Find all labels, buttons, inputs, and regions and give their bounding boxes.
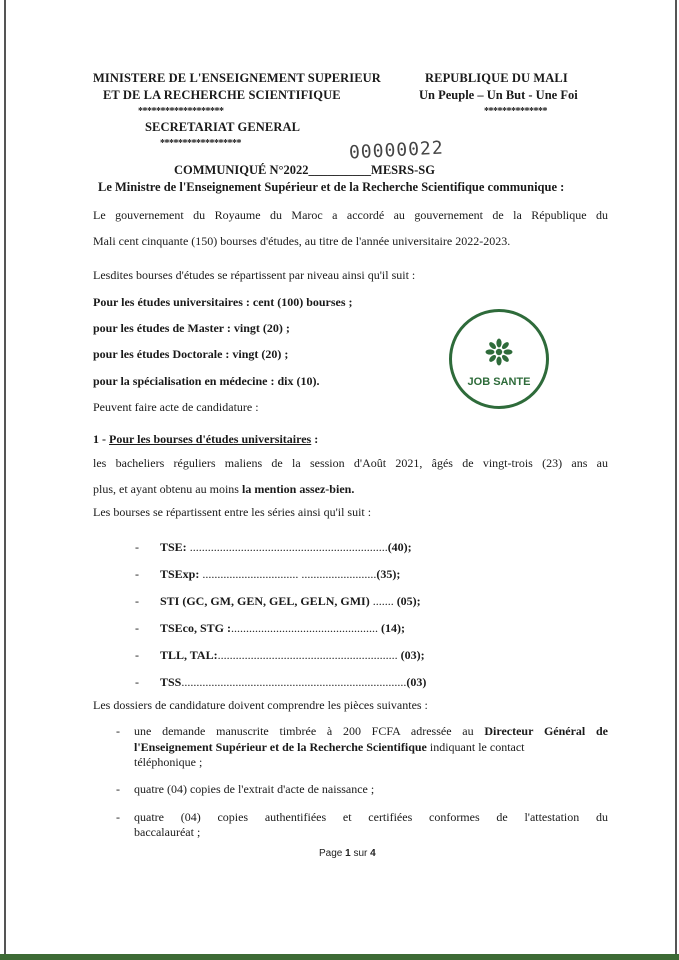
series-label: STI (GC, GM, GEN, GEL, GELN, GMI)	[160, 594, 370, 608]
communique-suffix: MESRS-SG	[371, 163, 435, 177]
doc2-dash: -	[116, 782, 120, 796]
section1-line1: les bacheliers réguliers maliens de la session d'Août 2021, âgés de vingt-trois (23) ans au	[93, 456, 608, 470]
level-university: Pour les études universitaires : cent (100) bourses ;	[93, 295, 353, 309]
doc1-line2-bold: l'Enseignement Supérieur et de la Recherche Scientifique	[134, 740, 427, 754]
ministry-name-line2: ET DE LA RECHERCHE SCIENTIFIQUE	[103, 88, 341, 102]
level-master: pour les études de Master : vingt (20) ;	[93, 321, 290, 335]
series-intro: Les bourses se répartissent entre les séries ainsi qu'il suit :	[93, 505, 372, 519]
series-row	[160, 648, 425, 663]
doc1-line1-start: une demande manuscrite timbrée à 200 FCFA adressée au	[134, 724, 485, 738]
dossier-intro: Les dossiers de candidature doivent comprendre les pièces suivantes :	[93, 698, 428, 712]
series-count: (05);	[393, 594, 421, 608]
doc1-line3: téléphonique ;	[134, 755, 203, 769]
doc1-line2-end: indiquant le contact	[426, 740, 525, 754]
secretariat-stars: ******************	[160, 138, 241, 149]
intro-title: Le Ministre de l'Enseignement Supérieur et de la Recherche Scientifique communique :	[98, 180, 565, 194]
level-medicine: pour la spécialisation en médecine : dix (10).	[93, 374, 320, 388]
series-count: (03)	[406, 675, 427, 689]
series-leader: ............................................................	[217, 648, 398, 662]
section1-line2	[93, 482, 354, 497]
communique-blank: __________	[308, 163, 372, 177]
page-mid: sur	[350, 848, 371, 859]
reference-stamp: 00000022	[348, 137, 445, 164]
series-leader: ...........................................................................	[181, 675, 407, 689]
series-dash: -	[135, 567, 139, 581]
page-number	[319, 848, 376, 859]
page-current: 1	[345, 848, 351, 859]
section1-heading	[93, 432, 318, 447]
bottom-strip	[0, 954, 679, 960]
series-leader: ................................ .........................	[199, 567, 377, 581]
secretariat-title: SECRETARIAT GENERAL	[145, 120, 301, 134]
series-count: (14);	[378, 621, 406, 635]
series-count: (35);	[376, 567, 401, 581]
series-dash: -	[135, 648, 139, 662]
section1-title: Pour les bourses d'études universitaires	[109, 432, 312, 446]
series-leader: .......	[369, 594, 394, 608]
page-total: 4	[370, 848, 376, 859]
communique-prefix: COMMUNIQUÉ N°2022	[174, 163, 309, 177]
series-row	[160, 594, 421, 609]
doc1-line1-bold: Directeur Général de	[484, 724, 609, 738]
series-label: TLL, TAL:	[160, 648, 218, 662]
ministry-stars: *******************	[138, 106, 224, 117]
section1-colon: :	[311, 432, 319, 446]
series-label: TSS	[160, 675, 182, 689]
national-motto: Un Peuple – Un But - Une Foi	[419, 88, 578, 102]
series-count: (40);	[387, 540, 412, 554]
doc3-line1: quatre (04) copies authentifiées et certifiées conformes de l'attestation du	[134, 810, 608, 824]
series-dash: -	[135, 675, 139, 689]
doc2-text: quatre (04) copies de l'extrait d'acte de naissance ;	[134, 782, 375, 796]
doc3-line2: baccalauréat ;	[134, 825, 201, 839]
flower-icon	[452, 312, 546, 406]
page-prefix: Page	[319, 848, 346, 859]
para1-line2: Mali cent cinquante (150) bourses d'études, au titre de l'année universitaire 2022-2023.	[93, 234, 511, 248]
logo-label: JOB SANTE	[467, 376, 531, 388]
job-sante-logo	[449, 309, 549, 409]
communique-number	[174, 163, 435, 178]
ministry-name-line1: MINISTERE DE L'ENSEIGNEMENT SUPERIEUR	[93, 71, 381, 85]
doc1-line2	[134, 740, 525, 755]
series-label: TSExp:	[160, 567, 200, 581]
doc1-dash: -	[116, 724, 120, 738]
section1-line2-start: plus, et ayant obtenu au moins	[93, 482, 242, 496]
series-label: TSE:	[160, 540, 187, 554]
series-dash: -	[135, 594, 139, 608]
section1-line2-bold: la mention assez-bien.	[241, 482, 355, 496]
para1-line1: Le gouvernement du Royaume du Maroc a accordé au gouvernement de la République du	[93, 208, 608, 222]
candidature-intro: Peuvent faire acte de candidature :	[93, 400, 259, 414]
section1-number: 1 -	[93, 432, 109, 446]
distribution-intro: Lesdites bourses d'études se répartissent par niveau ainsi qu'il suit :	[93, 268, 416, 282]
series-dash: -	[135, 621, 139, 635]
republic-title: REPUBLIQUE DU MALI	[425, 71, 568, 85]
doc1-line1	[134, 724, 608, 739]
series-row	[160, 621, 405, 636]
series-label: TSEco, STG :	[160, 621, 232, 635]
series-count: (03);	[397, 648, 425, 662]
series-leader: .................................................	[231, 621, 379, 635]
republic-stars: **************	[484, 106, 547, 117]
series-dash: -	[135, 540, 139, 554]
series-leader: ..................................................................	[186, 540, 388, 554]
series-row	[160, 675, 426, 690]
level-doctorate: pour les études Doctorale : vingt (20) ;	[93, 347, 289, 361]
series-row	[160, 540, 412, 555]
doc3-dash: -	[116, 810, 120, 824]
series-row	[160, 567, 400, 582]
